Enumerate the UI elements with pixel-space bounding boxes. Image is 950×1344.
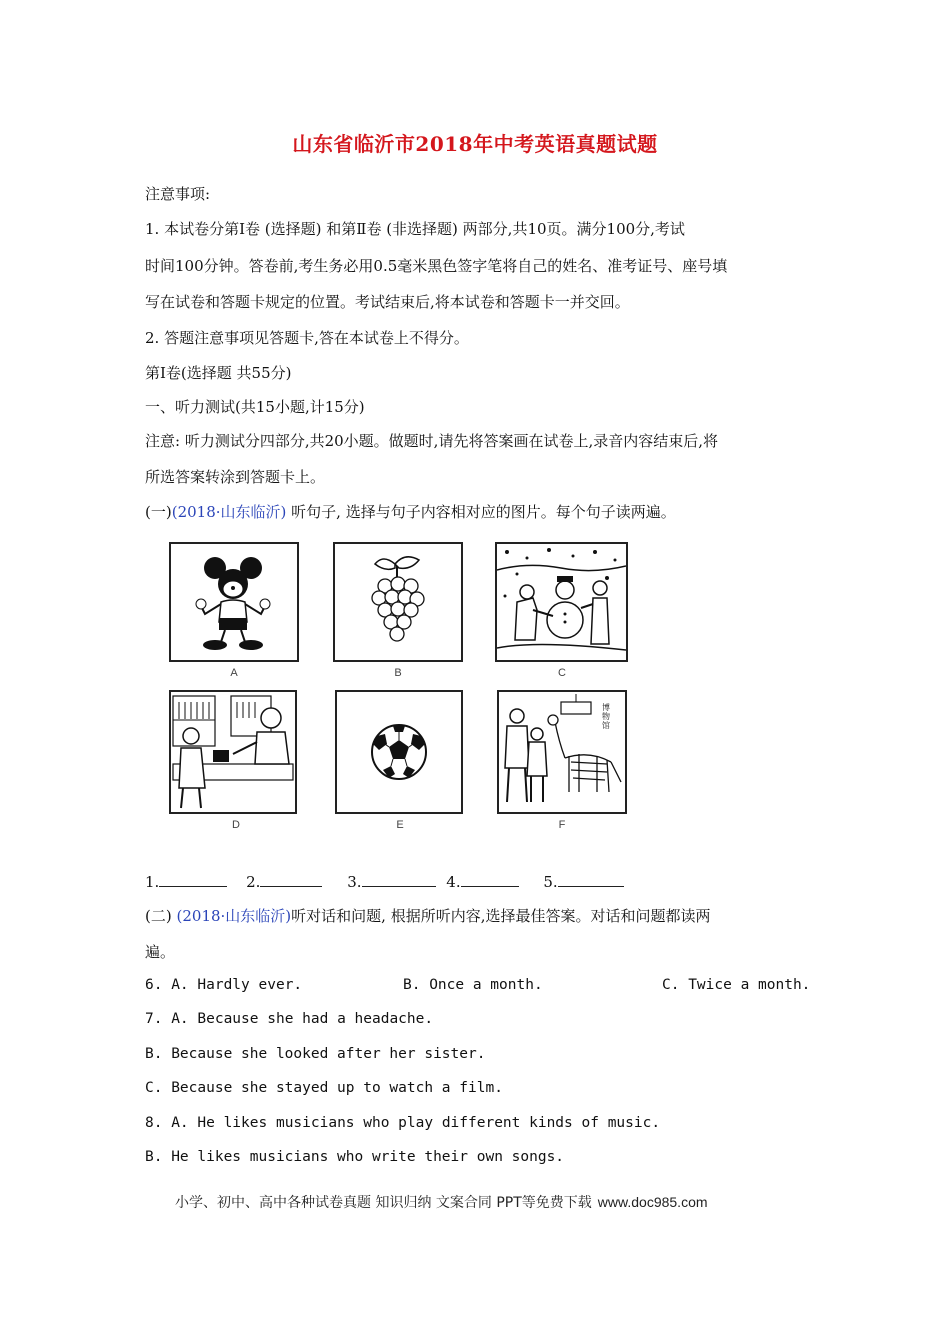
- sub2-source: (2018·山东临沂): [176, 907, 292, 925]
- sub1-instruction: [145, 501, 676, 522]
- museum-sign-char: 馆: [602, 721, 610, 730]
- mickey-mouse-icon: [171, 544, 297, 660]
- blank-number: 1.: [145, 873, 160, 891]
- option-a: A. Hardly ever.: [171, 977, 303, 993]
- museum-scene-icon: [499, 692, 625, 812]
- option-b: B. Once a month.: [403, 977, 543, 993]
- sub2-instruction: [145, 905, 710, 926]
- note-line: 2. 答题注意事项见答题卡,答在本试卷上不得分。: [145, 329, 469, 347]
- picture-label-a: A: [230, 667, 238, 679]
- blank-number: 5.: [543, 873, 558, 891]
- footer-text: 小学、初中、高中各种试卷真题 知识归纳 文案合同 PPT等免费下载: [175, 1195, 592, 1211]
- footer: [175, 1192, 708, 1212]
- question-number: 8.: [145, 1115, 163, 1131]
- answer-blank-4[interactable]: [461, 872, 519, 887]
- question-6: [145, 977, 302, 993]
- sub2-number: (二): [145, 907, 172, 925]
- note-line: 1. 本试卷分第Ⅰ卷 (选择题) 和第Ⅱ卷 (非选择题) 两部分,共10页。满分100分,考试: [145, 220, 685, 238]
- note-line: 写在试卷和答题卡规定的位置。考试结束后,将本试卷和答题卡一并交回。: [145, 293, 630, 311]
- sub1-text: 听句子, 选择与句子内容相对应的图片。每个句子读两遍。: [291, 503, 676, 521]
- answer-blank-5[interactable]: [558, 872, 624, 887]
- part1-title: 第Ⅰ卷(选择题 共55分): [145, 364, 292, 382]
- grapes-icon: [335, 544, 461, 660]
- blank-number: 3.: [347, 873, 362, 891]
- picture-f: [497, 690, 627, 814]
- sub2-instruction-cont: 遍。: [145, 943, 176, 961]
- picture-label-d: D: [232, 819, 240, 831]
- option-c: C. Twice a month.: [662, 977, 811, 993]
- option-b: B. He likes musicians who write their own songs.: [145, 1149, 565, 1165]
- question-8: [145, 1115, 660, 1131]
- question-7: [145, 1011, 433, 1027]
- library-scene-icon: [171, 692, 295, 812]
- answer-blanks: [145, 872, 624, 891]
- picture-d: [169, 690, 297, 814]
- picture-c: [495, 542, 628, 662]
- museum-sign-char: 物: [602, 712, 610, 721]
- picture-label-c: C: [558, 667, 566, 679]
- section1-title: 一、听力测试(共15小题,计15分): [145, 398, 365, 416]
- picture-e: [335, 690, 463, 814]
- picture-label-b: B: [394, 667, 402, 679]
- picture-label-f: F: [558, 819, 566, 831]
- blank-number: 2.: [246, 873, 261, 891]
- option-b: B. Because she looked after her sister.: [145, 1046, 486, 1062]
- option-a: A. He likes musicians who play different kinds of music.: [171, 1115, 661, 1131]
- footer-link[interactable]: www.doc985.com: [597, 1194, 708, 1210]
- picture-b: [333, 542, 463, 662]
- answer-blank-1[interactable]: [159, 872, 227, 887]
- question-number: 6.: [145, 977, 163, 993]
- answer-blank-3[interactable]: [362, 872, 436, 887]
- museum-sign-char: 博: [602, 703, 610, 712]
- section1-note: 所选答案转涂到答题卡上。: [145, 468, 326, 486]
- snowman-scene-icon: [497, 544, 626, 660]
- notes-heading: 注意事项:: [145, 185, 211, 203]
- document-title: 山东省临沂市2018年中考英语真题试题: [292, 132, 658, 156]
- sub1-number: (一): [145, 503, 172, 521]
- soccer-ball-icon: [337, 692, 461, 812]
- question-number: 7.: [145, 1011, 163, 1027]
- blank-number: 4.: [446, 873, 461, 891]
- answer-blank-2[interactable]: [260, 872, 322, 887]
- note-line: 时间100分钟。答卷前,考生务必用0.5毫米黑色签字笔将自己的姓名、准考证号、座号填: [145, 257, 728, 275]
- picture-label-e: E: [396, 819, 404, 831]
- picture-a: [169, 542, 299, 662]
- option-c: C. Because she stayed up to watch a film.: [145, 1080, 503, 1096]
- section1-note: 注意: 听力测试分四部分,共20小题。做题时,请先将答案画在试卷上,录音内容结束后,将: [145, 432, 718, 450]
- sub2-text: 听对话和问题, 根据所听内容,选择最佳答案。对话和问题都读两: [291, 907, 711, 925]
- option-a: A. Because she had a headache.: [171, 1011, 434, 1027]
- sub1-source: (2018·山东临沂): [171, 503, 287, 521]
